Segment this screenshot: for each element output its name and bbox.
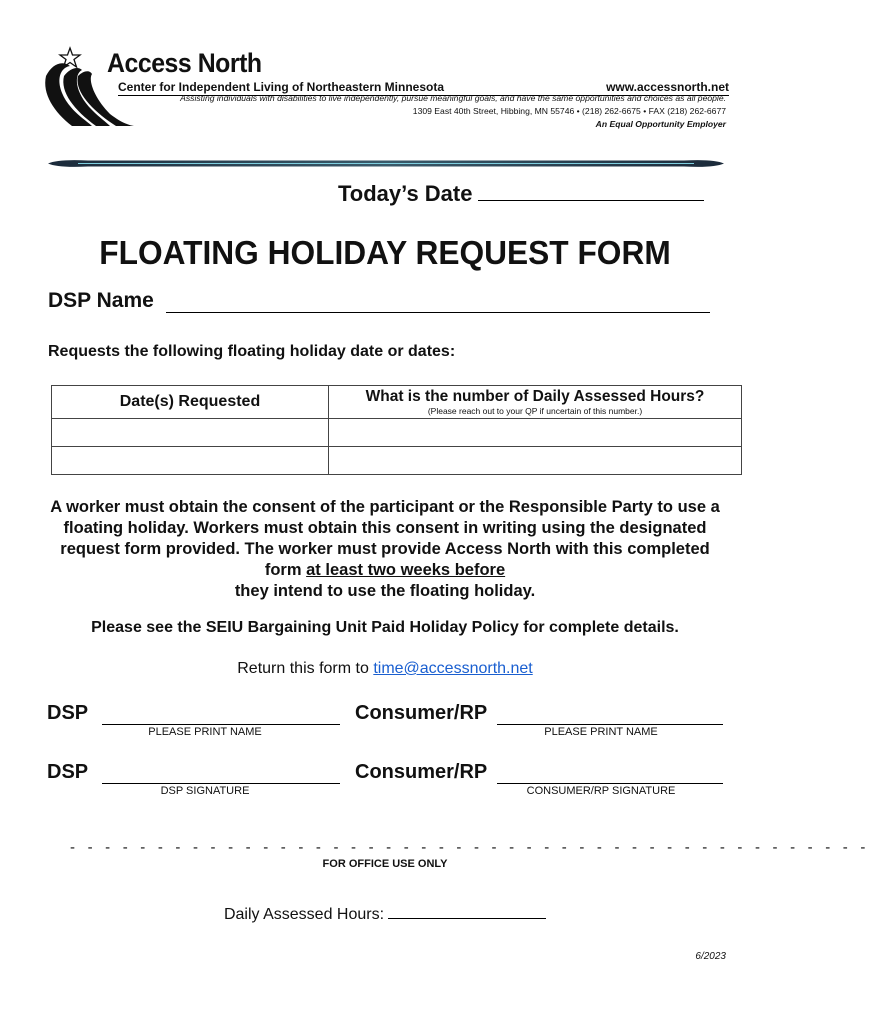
table-row <box>52 447 742 475</box>
todays-date-field <box>338 180 704 207</box>
form-title: FLOATING HOLIDAY REQUEST FORM <box>99 234 671 271</box>
policy-note: Please see the SEIU Bargaining Unit Paid Holiday Policy for complete details. <box>91 619 679 636</box>
assessed-hours-header-text: What is the number of Daily Assessed Hours? <box>365 387 705 405</box>
hours-cell[interactable] <box>329 419 742 447</box>
dsp-print-name-line[interactable] <box>102 724 340 725</box>
consent-notice: A worker must obtain the consent of the participant or the Responsible Party to use a floating holiday. Workers must obtain this consent in writing using the designated request form provided. The worker must provide Access North with this completed form at least two weeks before they intend to use the floating holiday. <box>50 498 720 600</box>
table-header-row <box>52 386 742 419</box>
organization-tagline: Assisting individuals with disabilities to live independently, pursue meaningful goals, and have the same opportunities and choices as all people. <box>180 93 726 103</box>
form-revision-date: 6/2023 <box>695 951 726 962</box>
dates-requested-header: Date(s) Requested <box>52 386 329 419</box>
organization-address: 1309 East 40th Street, Hibbing, MN 55746 • (218) 262-6675 • FAX (218) 262-6677 <box>412 106 726 116</box>
daily-assessed-hours-line[interactable] <box>388 904 546 919</box>
dsp-name-input-line[interactable] <box>166 312 710 313</box>
requests-instruction: Requests the following floating holiday date or dates: <box>48 343 456 360</box>
office-use-label: FOR OFFICE USE ONLY <box>322 858 448 870</box>
assessed-hours-note: (Please reach out to your QP if uncertain of this number.) <box>427 405 643 416</box>
dsp-name-label: DSP Name <box>48 289 154 312</box>
dates-requested-table <box>51 385 742 475</box>
dsp-signature-line[interactable] <box>102 783 340 784</box>
hours-cell[interactable] <box>329 447 742 475</box>
daily-assessed-hours-field <box>0 904 770 924</box>
assessed-hours-header <box>329 386 742 419</box>
consumer-signature-label: Consumer/RP <box>355 761 488 783</box>
dsp-signature-label: DSP <box>47 761 89 783</box>
dsp-print-label: DSP <box>47 702 89 724</box>
consumer-print-name-caption: PLEASE PRINT NAME <box>544 726 658 738</box>
date-cell[interactable] <box>52 447 329 475</box>
return-instruction: Return this form to time@accessnorth.net <box>237 660 533 677</box>
office-use-separator: - - - - - - - - - - - - - - - - - - - - - - - - - - - - - - - - - - - - - - - - - - - - - - <box>70 839 870 856</box>
header-divider <box>48 159 724 168</box>
website-link[interactable]: www.accessnorth.net <box>606 80 729 94</box>
organization-name: Access North <box>107 48 262 78</box>
date-cell[interactable] <box>52 419 329 447</box>
two-weeks-emphasis: at least two weeks before <box>306 561 506 579</box>
consumer-print-name-line[interactable] <box>497 724 723 725</box>
todays-date-input-line[interactable] <box>478 180 704 201</box>
consumer-signature-line[interactable] <box>497 783 723 784</box>
dsp-signature-caption: DSP SIGNATURE <box>160 785 250 797</box>
organization-subtitle: Center for Independent Living of Northeastern Minnesota <box>118 80 445 94</box>
consumer-signature-caption: CONSUMER/RP SIGNATURE <box>526 785 676 797</box>
dsp-print-name-caption: PLEASE PRINT NAME <box>148 726 262 738</box>
equal-opportunity-statement: An Equal Opportunity Employer <box>595 119 726 129</box>
table-row <box>52 419 742 447</box>
consumer-print-label: Consumer/RP <box>355 702 488 724</box>
todays-date-label: Today’s Date <box>338 181 473 206</box>
return-email-link[interactable]: time@accessnorth.net <box>373 660 533 677</box>
daily-assessed-hours-label: Daily Assessed Hours: <box>223 906 385 923</box>
